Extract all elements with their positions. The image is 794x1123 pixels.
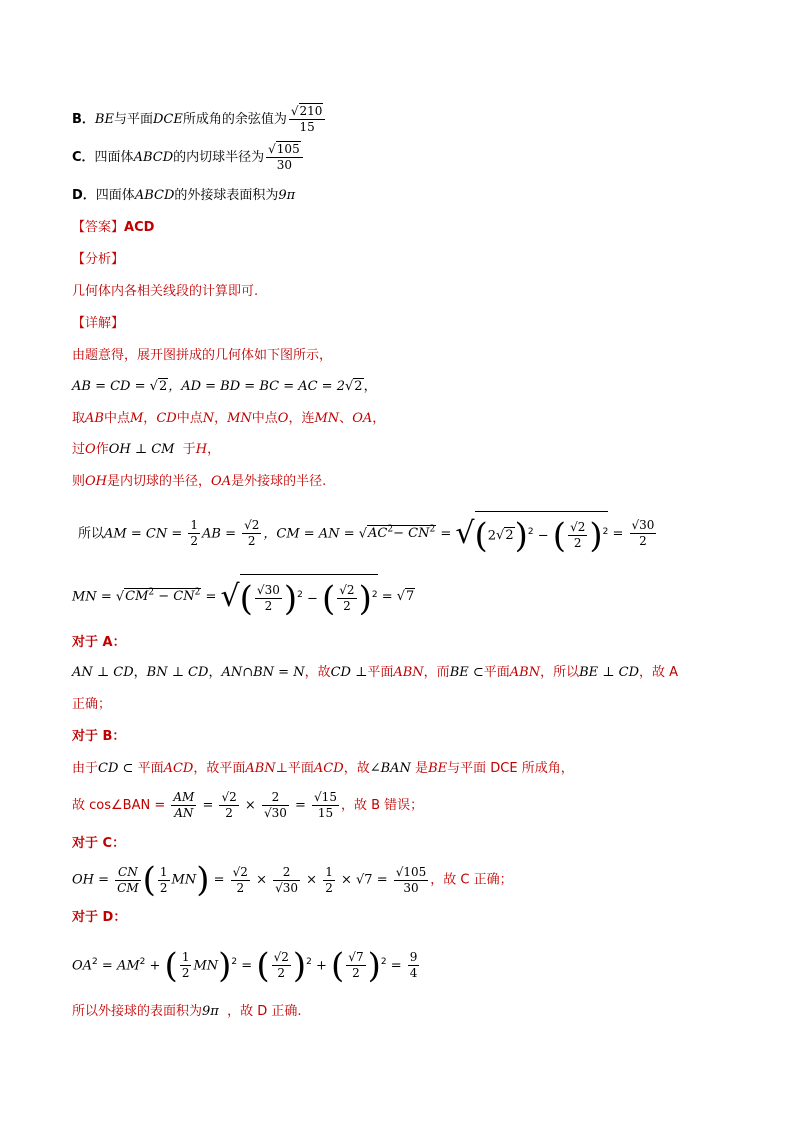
denominator: √30 [275, 880, 299, 895]
denominator: 2 [159, 880, 168, 895]
part-c-line: OH = $\frac{CN}{CM}$ ( $\frac{1}{2}$ MN) = $\frac{√2}{2}$ × $\frac{2}{√30}$ × $\frac{1}{2}$ × √7 = $\frac{√105}{30}$ ，故 C 正确； [72, 860, 513, 900]
sqrt: √2 [344, 379, 363, 394]
text: ，连 [288, 411, 315, 426]
math: MN [193, 958, 219, 974]
math: × [251, 872, 272, 888]
denominator: 2 [639, 534, 647, 549]
numerator: 1 [190, 518, 198, 533]
part-b-line1 [72, 760, 574, 778]
math: − CN [154, 589, 195, 605]
detail-line3 [72, 441, 220, 459]
text: ，故 D 正确. [227, 1004, 302, 1019]
text: ， [133, 665, 147, 680]
math: × [240, 798, 260, 813]
math-var: OH [85, 474, 108, 489]
text: 所以 [78, 526, 105, 542]
part-a-tag: 对于 A： [72, 635, 126, 650]
math: BN ⊥ CD [146, 665, 209, 680]
text: ， [372, 411, 386, 426]
numerator: √30 [256, 583, 280, 598]
math: OH = [72, 872, 114, 888]
text: 是内切球的半径， [107, 474, 212, 489]
math-var: MN [227, 411, 252, 426]
math: AC [368, 526, 388, 542]
text: 四面体 [94, 150, 134, 165]
numerator: √105 [395, 864, 427, 879]
text: ，故 [304, 665, 331, 680]
numerator: √2 [570, 520, 586, 535]
math: BE ⊥ CD [579, 665, 640, 680]
text: 的外接球表面积为 [174, 188, 279, 203]
answer-tag: 【答案】 [72, 220, 125, 235]
denominator: 15 [299, 120, 315, 134]
radicand: 2 [158, 379, 168, 394]
analysis-tag: 【分析】 [72, 252, 125, 267]
denominator: CM [117, 880, 139, 895]
text: 四面体 [95, 188, 135, 203]
denominator: 30 [403, 880, 419, 895]
numerator: √2 [273, 950, 289, 965]
text: 的内切球半径为 [173, 150, 265, 165]
fraction [115, 865, 140, 896]
option-label: B． [72, 112, 95, 127]
part-d-tag: 对于 D： [72, 910, 127, 925]
math-value: 9π [202, 1004, 219, 1019]
math: ，AD = BD = BC = AC = 2 [168, 379, 345, 394]
fraction [158, 865, 170, 896]
detail-line4 [72, 473, 326, 491]
math: MN [171, 872, 197, 888]
math-var: ACD [163, 761, 194, 776]
fraction [346, 950, 365, 981]
math-var: H [195, 442, 208, 457]
fraction [188, 518, 200, 549]
radicand: 2 [505, 528, 514, 544]
part-b-tag: 对于 B： [72, 729, 126, 744]
option-c [72, 142, 305, 173]
math: − [533, 528, 553, 544]
numerator: AM [173, 790, 195, 804]
part-b-line2 [72, 788, 423, 824]
radicand: 7 [406, 589, 415, 605]
answer-line [72, 219, 154, 237]
numerator: √7 [348, 950, 364, 965]
numerator: √30 [631, 518, 655, 533]
part-d-line: $OA^2 = AM^2$ + ( $\frac{1}{2}$ MN)$^2$ = ( $\frac{√2}{2}$ )$^2$ + ( $\frac{√7}{2}$ )$^2$ = $\frac{9}{4}$ [72, 945, 418, 986]
text: ，故 B 错误； [340, 798, 424, 813]
text: 取 [72, 411, 86, 426]
math-var: ABN⊥ [245, 761, 288, 776]
equation-1: 所以AM = CN = $\frac{1}{2}$ AB = $\frac{√2}{2}$ ，CM = AN = $√AC^2- CN^2 = √(2√2)^2$ − ( $\frac{√2}{2}$ )$^2$ = $\frac{√30}{2}$ [78, 510, 658, 556]
math: − CN [393, 526, 430, 542]
math-var: OA [352, 411, 373, 426]
denominator: 2 [190, 534, 198, 549]
math: − [302, 591, 323, 607]
part-a-line [72, 664, 678, 682]
math: = [198, 798, 218, 813]
denominator: 30 [276, 158, 293, 172]
math-var: M [129, 411, 144, 426]
sqrt: √7 [396, 589, 415, 605]
fraction [171, 790, 196, 821]
detail-tag: 【详解】 [72, 316, 125, 331]
math: × √7 = [336, 872, 392, 888]
detail-line2 [72, 410, 385, 428]
numerator: √2 [232, 864, 248, 879]
text: 中点 [251, 411, 278, 426]
text: 由于 [72, 761, 99, 776]
text: 则 [72, 474, 86, 489]
radicand: 210 [299, 104, 323, 118]
math: CD ⊥ [330, 665, 368, 680]
numerator: 2 [262, 790, 289, 806]
fraction [180, 950, 192, 981]
fraction [242, 518, 261, 549]
fraction [272, 950, 291, 981]
denominator: 2 [325, 880, 333, 895]
math-var: ABCD [134, 188, 175, 203]
equation-2: MN = $√CM^2 - CN^2$ = √( $\frac{√30}{2}$ )$^2$ − ( $\frac{√2}{2}$ )$^2$ = √7 [72, 573, 415, 619]
text: ，所以 [540, 665, 580, 680]
text: 所成角的余弦值为 [182, 112, 287, 127]
math: CM [125, 589, 149, 605]
denominator: 15 [317, 806, 334, 820]
option-label: D． [72, 188, 96, 203]
denominator: 2 [247, 534, 256, 549]
option-d [72, 187, 295, 205]
text: ， [207, 442, 221, 457]
part-c-tag: 对于 C： [72, 836, 126, 851]
math-var: O [85, 442, 96, 457]
denominator: 2 [181, 966, 190, 981]
sqrt-body: ( $\frac{√30}{2}$ )$^2$ − ( $\frac{√2}{2}$ )$^2$ [240, 574, 378, 619]
numerator: 1 [325, 864, 333, 879]
math: = AM [97, 958, 140, 974]
radicand: 2 [354, 379, 363, 394]
fraction [262, 790, 289, 821]
math: OA [72, 958, 93, 974]
math-var: BE [428, 761, 448, 776]
math: = [608, 526, 628, 542]
text: 中点 [103, 411, 130, 426]
math: = [290, 798, 311, 813]
text: 过 [72, 442, 86, 457]
math: ，CM = AN = [263, 526, 359, 542]
denominator: AN [174, 806, 194, 820]
text: 、 [339, 411, 353, 426]
denominator: √30 [263, 806, 287, 820]
math-var: CD [156, 411, 177, 426]
text: 作 [95, 442, 109, 457]
numerator: √2 [339, 583, 355, 598]
math: AB = CD = [72, 379, 150, 394]
math-value: 9π [278, 188, 296, 203]
math: 2 [487, 528, 497, 544]
text: 平面 [367, 665, 394, 680]
text: 平面 [287, 761, 314, 776]
numerator: 9 [409, 950, 418, 965]
text: ，故 [343, 761, 370, 776]
text: 平面 [483, 665, 510, 680]
denominator: 2 [225, 806, 233, 820]
denominator: 4 [409, 966, 418, 981]
text: 所以外接球的表面积为 [72, 1004, 203, 1019]
text: ，故平面 [193, 761, 246, 776]
detail-intro: 由题意得，展开图拼成的几何体如下图所示， [72, 348, 333, 363]
math-var: O [277, 411, 289, 426]
fraction [408, 950, 420, 981]
fraction: $\frac{√210}{15}$ [289, 104, 326, 135]
text: ，故 A [639, 665, 679, 680]
math-var: AB [85, 411, 104, 426]
denominator: 2 [236, 880, 245, 895]
denominator: 2 [277, 966, 286, 981]
option-label: C． [72, 150, 95, 165]
math-var: MN [314, 411, 340, 426]
fraction [312, 790, 339, 821]
math: = [237, 958, 257, 974]
math: AN∩BN = N [221, 665, 305, 680]
numerator: √2 [244, 518, 260, 533]
detail-line1 [72, 378, 377, 396]
denominator: 2 [573, 536, 582, 551]
text: 中点 [176, 411, 203, 426]
radicand: 105 [276, 142, 300, 156]
math-var: DCE [152, 112, 183, 127]
part-d-conclusion [72, 1003, 302, 1021]
fraction [231, 865, 250, 896]
math: AM = CN = [104, 526, 187, 542]
denominator: 2 [352, 966, 360, 981]
numerator: 1 [181, 950, 190, 965]
fraction [273, 865, 300, 896]
fraction: $\frac{√105}{30}$ [266, 142, 303, 173]
math-var: ACD [313, 761, 344, 776]
analysis-text: 几何体内各相关线段的计算即可. [72, 284, 259, 299]
text: 于 [182, 442, 196, 457]
sqrt-body: $(2√2)^2$ − ( $\frac{√2}{2}$ )$^2$ [475, 511, 609, 556]
part-a-line2: 正确； [72, 697, 112, 712]
math: ∠BAN [369, 761, 411, 776]
text: ，故 C 正确； [430, 872, 513, 888]
math: + [145, 958, 165, 974]
math: CD ⊂ [98, 761, 134, 776]
math: = [377, 589, 397, 605]
option-b [72, 104, 327, 135]
fraction [219, 790, 238, 821]
sqrt: $√AC^2- CN^2$ [358, 525, 436, 542]
numerator: CN [115, 865, 140, 881]
answer-value: ACD [124, 220, 155, 235]
math-var: OA [211, 474, 232, 489]
fraction [394, 865, 429, 896]
text: 与平面 [113, 112, 153, 127]
text: 是 [415, 761, 429, 776]
sqrt: $√CM^2 - CN^2$ [115, 588, 201, 605]
math: = [386, 958, 406, 974]
fraction [323, 865, 335, 896]
math: × [302, 872, 322, 888]
text: ， [214, 411, 228, 426]
denominator: 2 [264, 599, 273, 614]
sqrt: √2 [149, 379, 168, 394]
math-var: BE [94, 112, 114, 127]
text: ， [143, 411, 157, 426]
numerator: 2 [273, 865, 300, 881]
text: 与平面 DCE 所成角， [447, 761, 574, 776]
text: 故 cos∠BAN = [72, 798, 170, 813]
numerator: 1 [159, 864, 168, 879]
math-var: ABCD [133, 150, 174, 165]
math: MN = [72, 589, 116, 605]
text: ， [363, 379, 377, 394]
math: = [201, 589, 221, 605]
math: = [209, 872, 229, 888]
math: BE ⊂ [449, 665, 484, 680]
math: AN ⊥ CD [72, 665, 134, 680]
text: ， [208, 665, 222, 680]
numerator: √2 [221, 790, 237, 804]
math-var: N [202, 411, 215, 426]
math: + [311, 958, 332, 974]
text: ，而 [423, 665, 450, 680]
math: = [436, 526, 456, 542]
math-var: ABN [509, 665, 541, 680]
math: AB = [202, 526, 241, 542]
math: OH ⊥ CM [108, 442, 175, 457]
text: 是外接球的半径. [231, 474, 327, 489]
math-var: ABN [393, 665, 424, 680]
numerator: √15 [314, 790, 337, 804]
fraction [630, 518, 657, 549]
text: 平面 [137, 761, 164, 776]
denominator: 2 [343, 599, 351, 614]
